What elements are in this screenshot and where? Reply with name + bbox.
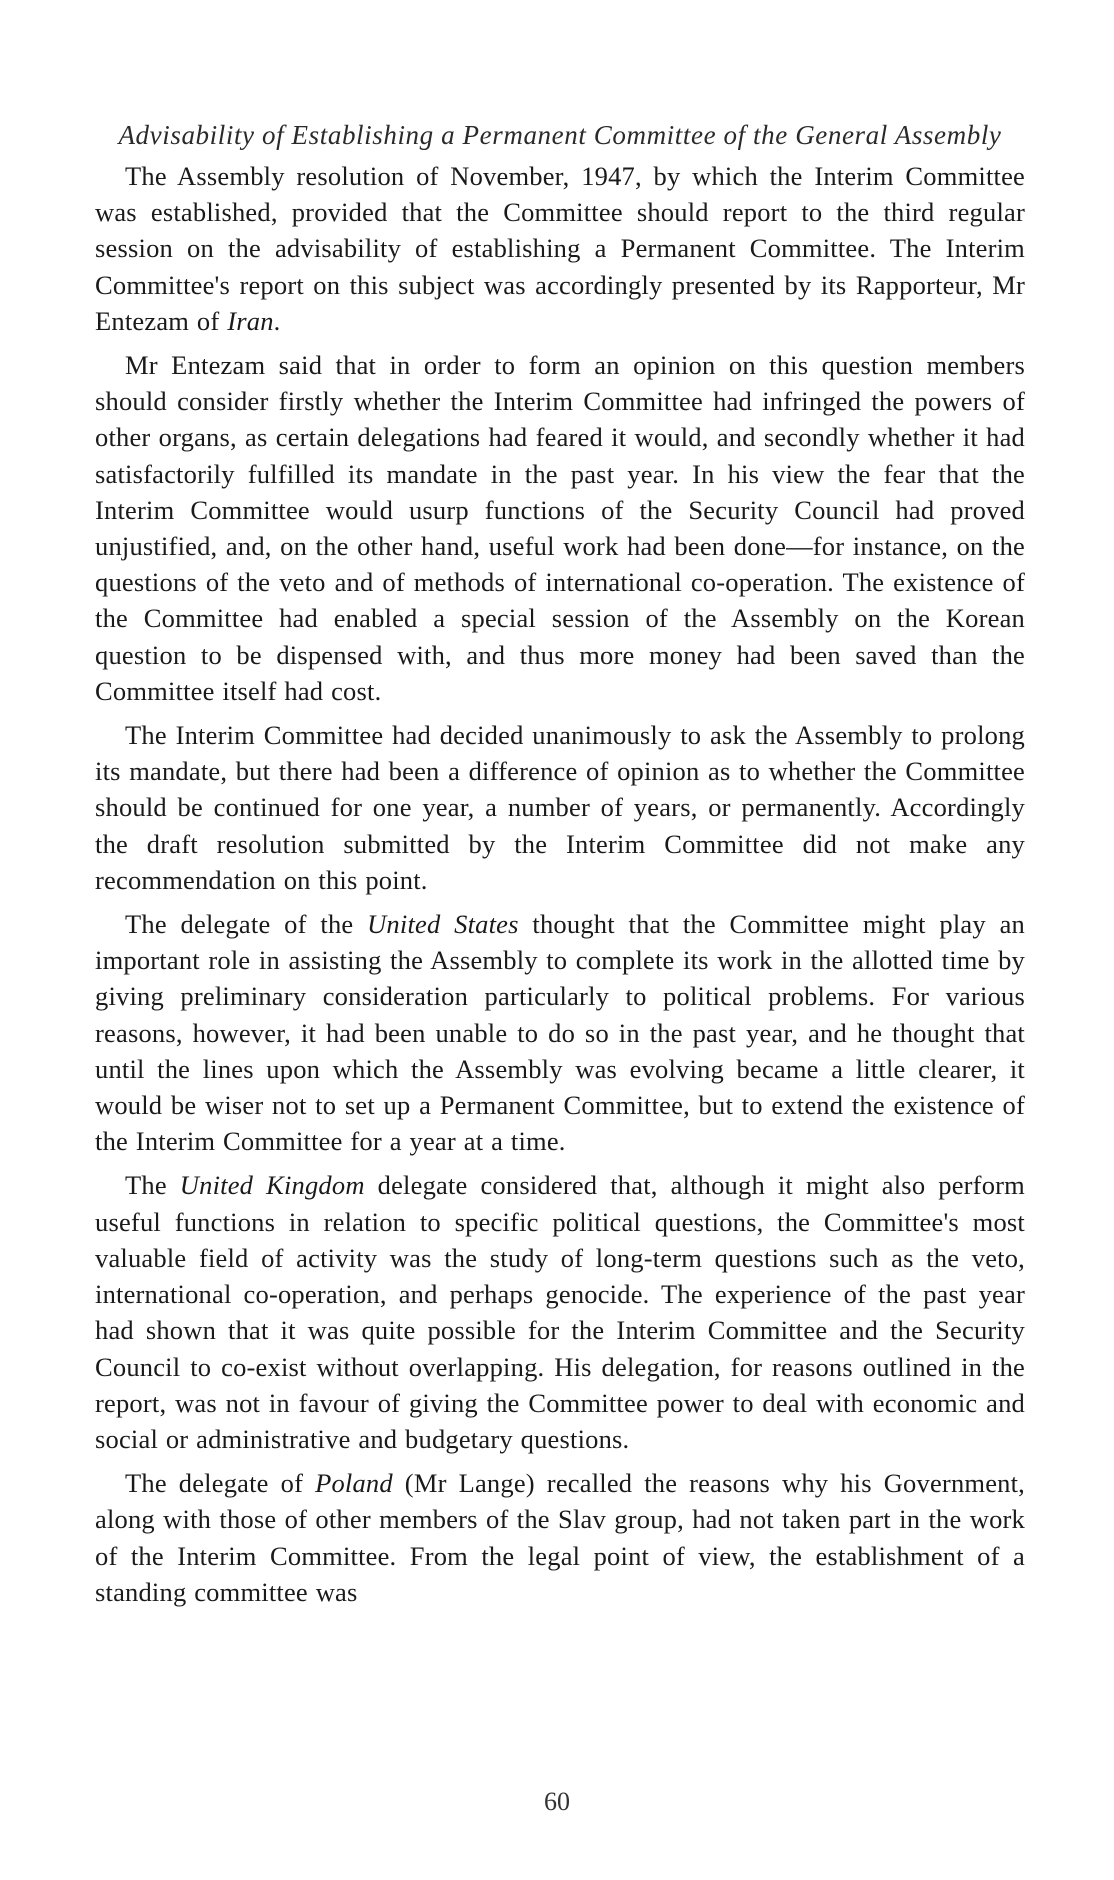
body-text: [95, 158, 1025, 1610]
paragraph-text: Mr Entezam said that in order to form an opinion on this question members should consider firstly whether the Interim Committee had infringed the powers of other organs, as certain delegations had feared it would, and secondly whether it had satisfactorily fulfilled its mandate in the past year. In his view the fear that the Interim Committee would usurp functions of the Security Council had proved unjustified, and, on the other hand, useful work had been done—for instance, on the questions of the veto and of methods of international co-operation. The existence of the Committee had enabled a special session of the Assembly on the Korean question to be dispensed with, and thus more money had been saved than the Committee itself had cost.: [95, 350, 1025, 706]
paragraph: [95, 347, 1025, 709]
paragraph: [95, 717, 1025, 898]
document-page: [95, 118, 1025, 1618]
paragraph: [95, 1167, 1025, 1457]
section-heading: Advisability of Establishing a Permanent Committee of the General Assembly: [118, 120, 1002, 150]
italic-term: United States: [367, 909, 519, 940]
italic-term: United Kingdom: [179, 1170, 365, 1201]
page-number: 60: [544, 1787, 570, 1816]
paragraph-text: thought that the Committee might play an important role in assisting the Assembly to complete its work in the allotted time by giving preliminary consideration particularly to political problems. For various reasons, however, it had been unable to do so in the past year, and he thought that until the lines upon which the Assembly was evolving became a little clearer, it would be wiser not to set up a Permanent Committee, but to extend the existence of the Interim Committee for a year at a time.: [95, 909, 1025, 1157]
paragraph-text: The: [125, 1170, 180, 1201]
paragraph-text: delegate considered that, although it might also perform useful functions in relation to specific political questions, the Committee's most valuable field of activity was the study of long-term questions such as the veto, international co-operation, and perhaps genocide. The experience of the past year had shown that it was quite possible for the Interim Committee and the Security Council to co-exist without overlapping. His delegation, for reasons outlined in the report, was not in favour of giving the Committee power to deal with economic and social or administrative and budgetary questions.: [95, 1170, 1025, 1454]
paragraph: [95, 158, 1025, 339]
paragraph-text: The delegate of: [125, 1468, 316, 1499]
paragraph: [95, 906, 1025, 1159]
italic-term: Iran: [227, 305, 274, 336]
paragraph-text: (Mr Lange) recalled the reasons why his Government, along with those of other members of the Slav group, had not taken part in the work of the Interim Committee. From the legal point of view, the establishment of a standing committee was: [95, 1468, 1026, 1607]
paragraph-text: The Interim Committee had decided unanimously to ask the Assembly to prolong its mandate, but there had been a difference of opinion as to whether the Committee should be continued for one year, a number of years, or permanently. Accordingly the draft resolution submitted by the Interim Committee did not make any recommendation on this point.: [95, 720, 1025, 895]
paragraph-text: The Assembly resolution of November, 1947, by which the Interim Committee was established, provided that the Committee should report to the third regular session on the advisability of establishing a Permanent Committee. The Interim Committee's report on this subject was accordingly presented by its Rapporteur, Mr Entezam of: [95, 161, 1025, 336]
paragraph: [95, 1465, 1025, 1610]
paragraph-text: The delegate of the: [125, 909, 368, 940]
italic-term: Poland: [315, 1468, 393, 1499]
paragraph-text: .: [273, 305, 281, 336]
